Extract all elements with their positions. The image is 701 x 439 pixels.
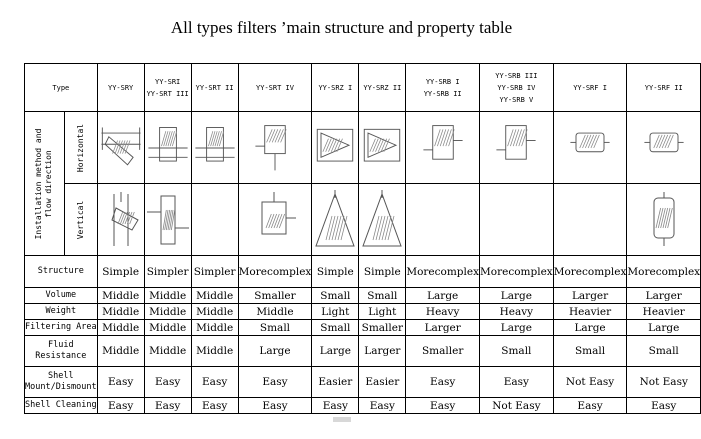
cylinder-strainer-icon	[554, 120, 627, 176]
cell-text-line: Simpler	[146, 265, 189, 278]
cell-text-line: Easy	[651, 399, 677, 412]
basket-strainer-icon	[406, 120, 479, 176]
property-value	[406, 256, 480, 288]
type-column-header	[191, 64, 238, 112]
property-label: Weight	[25, 304, 98, 320]
cone-strainer-icon	[359, 120, 405, 176]
cell-text-line: Larger	[424, 321, 461, 334]
cell-text-line: Easy	[430, 399, 456, 412]
cell-text-line: YY-SRF II	[644, 83, 683, 92]
property-row	[25, 320, 701, 336]
property-value	[480, 336, 554, 367]
cell-text-line: Heavy	[499, 305, 534, 318]
cell-text-line: Smaller	[361, 321, 403, 334]
property-value	[627, 320, 701, 336]
cell-text-line: Middle	[149, 305, 187, 318]
cell-text-line: YY-SRB II	[423, 89, 462, 98]
cone-strainer-vertical-icon	[359, 190, 405, 250]
property-row	[25, 288, 701, 304]
cone-strainer-vertical-icon	[312, 190, 358, 250]
property-label: Fluid Resistance	[25, 336, 98, 367]
cell-text-line: Large	[500, 321, 532, 334]
diagram-cell	[359, 112, 406, 184]
cell-text-line: Small	[367, 289, 398, 302]
property-value	[97, 367, 144, 398]
property-value	[480, 367, 554, 398]
cell-text-line: Middle	[149, 321, 187, 334]
cell-text-line: YY-SRT II	[195, 83, 234, 92]
cell-text-line: YY-SRZ II	[363, 83, 402, 92]
cell-text-line: More	[480, 265, 509, 278]
cell-text-line: complex	[508, 265, 553, 278]
y-strainer-horizontal-icon	[98, 120, 144, 176]
property-value	[312, 288, 359, 304]
property-value	[553, 320, 627, 336]
property-value	[191, 304, 238, 320]
property-row	[25, 256, 701, 288]
type-column-header	[359, 64, 406, 112]
property-label: Structure	[25, 256, 98, 288]
diagram-cell	[238, 184, 312, 256]
property-row	[25, 398, 701, 414]
property-value	[144, 288, 191, 304]
property-value	[406, 398, 480, 414]
property-row	[25, 336, 701, 367]
type-column-header	[553, 64, 627, 112]
property-value	[238, 288, 312, 304]
property-value	[359, 336, 406, 367]
property-value	[97, 288, 144, 304]
installation-label: Installation method and flow direction	[34, 128, 54, 239]
cell-text-line: Heavier	[568, 305, 612, 318]
cell-text-line: YY-SRF I	[573, 83, 607, 92]
cell-text-line: Middle	[102, 289, 140, 302]
cell-text-line: Light	[368, 305, 397, 318]
property-value	[553, 336, 627, 367]
cell-text-line: Small	[320, 321, 351, 334]
property-value	[627, 288, 701, 304]
type-column-header	[406, 64, 480, 112]
cell-text-line: Small	[501, 345, 532, 357]
property-value	[191, 320, 238, 336]
property-value	[480, 256, 554, 288]
scroll-indicator	[333, 417, 351, 422]
property-value	[627, 336, 701, 367]
cell-text-line: YY-SRB III	[495, 71, 538, 80]
cell-text-line: Large	[500, 289, 532, 302]
cell-text-line: YY-SRB IV	[497, 83, 536, 92]
horizontal-diagram-row	[25, 112, 701, 184]
property-value	[191, 256, 238, 288]
property-value	[97, 256, 144, 288]
property-value	[359, 288, 406, 304]
diagram-cell	[406, 184, 480, 256]
cell-text-line: Smaller	[254, 289, 296, 302]
horizontal-label-cell	[64, 112, 97, 184]
property-row	[25, 367, 701, 398]
property-value	[144, 398, 191, 414]
property-value	[238, 398, 312, 414]
cell-text-line: Large	[574, 321, 606, 334]
property-value	[480, 320, 554, 336]
property-table	[24, 63, 701, 414]
tee-strainer-icon	[145, 120, 191, 176]
property-value	[97, 320, 144, 336]
cell-text-line: Middle	[149, 345, 187, 357]
property-value	[144, 336, 191, 367]
property-value	[97, 304, 144, 320]
property-value	[359, 320, 406, 336]
diagram-cell	[238, 112, 312, 184]
cell-text-line: YY-SRI	[154, 77, 181, 86]
diagram-cell	[480, 184, 554, 256]
cell-text-line: complex	[434, 265, 480, 278]
cell-text-line: complex	[582, 265, 627, 278]
cell-text-line: Light	[321, 305, 350, 318]
diagram-cell	[144, 184, 191, 256]
cell-text-line: complex	[266, 265, 312, 278]
property-value	[553, 398, 627, 414]
property-value	[97, 398, 144, 414]
type-column-header	[144, 64, 191, 112]
cell-text-line: Middle	[256, 305, 294, 318]
diagram-cell	[480, 112, 554, 184]
property-value	[627, 398, 701, 414]
property-value	[312, 256, 359, 288]
cell-text-line: Not Easy	[639, 376, 688, 388]
property-value	[359, 256, 406, 288]
header-row	[25, 64, 701, 112]
cell-text-line: Easy	[262, 376, 288, 388]
basket-strainer-icon	[480, 120, 553, 176]
vertical-label: Vertical	[75, 200, 85, 239]
cell-text-line: More	[238, 265, 267, 278]
property-value	[406, 367, 480, 398]
cell-text-line: Middle	[196, 289, 234, 302]
cell-text-line: Simple	[363, 265, 401, 278]
type-column-header	[627, 64, 701, 112]
cell-text-line: Easy	[503, 376, 529, 388]
cell-text-line: Middle	[102, 305, 140, 318]
cell-text-line: YY-SRZ I	[318, 83, 353, 92]
cell-text-line: Small	[320, 289, 351, 302]
type-column-header	[238, 64, 312, 112]
property-value	[97, 336, 144, 367]
page-title: All types filters ’main structure and property table	[170, 18, 513, 37]
property-value	[406, 336, 480, 367]
cell-text-line: Easier	[365, 376, 400, 388]
cell-text-line: More	[553, 265, 583, 278]
cell-text-line: Easy	[202, 399, 228, 412]
property-value	[406, 320, 480, 336]
diagram-cell	[191, 184, 238, 256]
property-value	[553, 256, 627, 288]
cell-text-line: YY-SRT IV	[256, 83, 294, 92]
angle-strainer-vertical-icon	[239, 190, 312, 250]
cylinder-strainer-vertical-icon	[627, 190, 700, 250]
cell-text-line: YY-SRT III	[146, 89, 189, 98]
diagram-cell	[191, 112, 238, 184]
cell-text-line: Easy	[108, 399, 134, 412]
cell-text-line: Large	[319, 345, 351, 357]
property-value	[627, 304, 701, 320]
property-row	[25, 304, 701, 320]
cell-text-line: Smaller	[421, 345, 464, 357]
cell-text-line: Larger	[571, 289, 609, 302]
property-value	[406, 304, 480, 320]
cell-text-line: Easy	[202, 376, 228, 388]
property-value	[359, 304, 406, 320]
cell-text-line: Easy	[155, 399, 181, 412]
angle-strainer-icon	[239, 120, 312, 176]
vertical-diagram-row	[25, 184, 701, 256]
cell-text-line: YY-SRB V	[499, 95, 534, 104]
cell-text-line: Large	[259, 345, 291, 357]
cell-text-line: Easier	[318, 376, 353, 388]
property-value	[406, 288, 480, 304]
property-label: Shell Cleaning	[25, 398, 98, 414]
cell-text-line: Heavy	[425, 305, 460, 318]
cell-text-line: Easy	[155, 376, 181, 388]
cell-text-line: More	[627, 265, 656, 278]
cell-text-line: Small	[648, 345, 679, 357]
cell-text-line: Easy	[262, 399, 288, 412]
property-value	[553, 304, 627, 320]
diagram-cell	[359, 184, 406, 256]
cell-text-line: Easy	[577, 399, 603, 412]
type-header: Type	[25, 64, 98, 112]
diagram-cell	[627, 184, 701, 256]
cell-text-line: Middle	[196, 345, 234, 357]
property-value	[144, 367, 191, 398]
diagram-cell	[97, 112, 144, 184]
property-value	[480, 288, 554, 304]
cell-text-line: Easy	[108, 376, 134, 388]
property-value	[627, 256, 701, 288]
cell-text-line: Middle	[102, 321, 140, 334]
cell-text-line: Middle	[149, 289, 187, 302]
property-label: Shell Mount/Dismount	[25, 367, 98, 398]
property-value	[144, 320, 191, 336]
diagram-cell	[144, 112, 191, 184]
cell-text-line: Simple	[102, 265, 140, 278]
installation-label-cell	[25, 112, 65, 256]
cell-text-line: Simple	[316, 265, 354, 278]
property-value	[191, 288, 238, 304]
vertical-tee-strainer-icon	[145, 190, 191, 250]
property-value	[144, 256, 191, 288]
y-strainer-vertical-icon	[98, 190, 144, 250]
cell-text-line: complex	[655, 265, 701, 278]
property-value	[238, 256, 312, 288]
cell-text-line: Large	[648, 321, 680, 334]
cell-text-line: Large	[427, 289, 459, 302]
cell-text-line: Not Easy	[565, 376, 615, 388]
property-value	[191, 398, 238, 414]
vertical-label-cell	[64, 184, 97, 256]
property-value	[238, 304, 312, 320]
property-label: Filtering Area	[25, 320, 98, 336]
cell-text-line: Middle	[196, 321, 234, 334]
property-value	[312, 320, 359, 336]
diagram-cell	[312, 184, 359, 256]
property-value	[238, 336, 312, 367]
cell-text-line: Heavier	[642, 305, 685, 318]
cell-text-line: Easy	[322, 399, 348, 412]
property-value	[359, 398, 406, 414]
cell-text-line: Larger	[364, 345, 401, 357]
tee-strainer-icon	[192, 120, 238, 176]
property-value	[480, 304, 554, 320]
property-value	[480, 398, 554, 414]
property-value	[312, 398, 359, 414]
diagram-cell	[553, 184, 627, 256]
cell-text-line: Easy	[369, 399, 395, 412]
type-column-header	[97, 64, 144, 112]
cylinder-strainer-icon	[627, 120, 700, 176]
diagram-cell	[627, 112, 701, 184]
horizontal-label: Horizontal	[75, 123, 85, 172]
property-value	[191, 336, 238, 367]
property-value	[312, 367, 359, 398]
cone-strainer-icon	[312, 120, 358, 176]
property-value	[553, 288, 627, 304]
property-value	[238, 320, 312, 336]
cell-text-line: Middle	[102, 345, 140, 357]
property-label: Volume	[25, 288, 98, 304]
property-value	[191, 367, 238, 398]
property-value	[312, 336, 359, 367]
type-column-header	[312, 64, 359, 112]
diagram-cell	[553, 112, 627, 184]
diagram-cell	[406, 112, 480, 184]
property-value	[553, 367, 627, 398]
diagram-cell	[312, 112, 359, 184]
type-column-header	[480, 64, 554, 112]
diagram-cell	[97, 184, 144, 256]
property-value	[238, 367, 312, 398]
cell-text-line: YY-SRY	[107, 83, 134, 92]
cell-text-line: Small	[574, 345, 606, 357]
property-value	[312, 304, 359, 320]
property-value	[144, 304, 191, 320]
cell-text-line: Not Easy	[492, 399, 541, 412]
cell-text-line: YY-SRB I	[425, 77, 460, 86]
property-value	[359, 367, 406, 398]
cell-text-line: More	[406, 265, 435, 278]
cell-text-line: Easy	[430, 376, 456, 388]
cell-text-line: Small	[259, 321, 291, 334]
property-value	[627, 367, 701, 398]
cell-text-line: Larger	[645, 289, 682, 302]
cell-text-line: Simpler	[193, 265, 236, 278]
cell-text-line: Middle	[196, 305, 234, 318]
